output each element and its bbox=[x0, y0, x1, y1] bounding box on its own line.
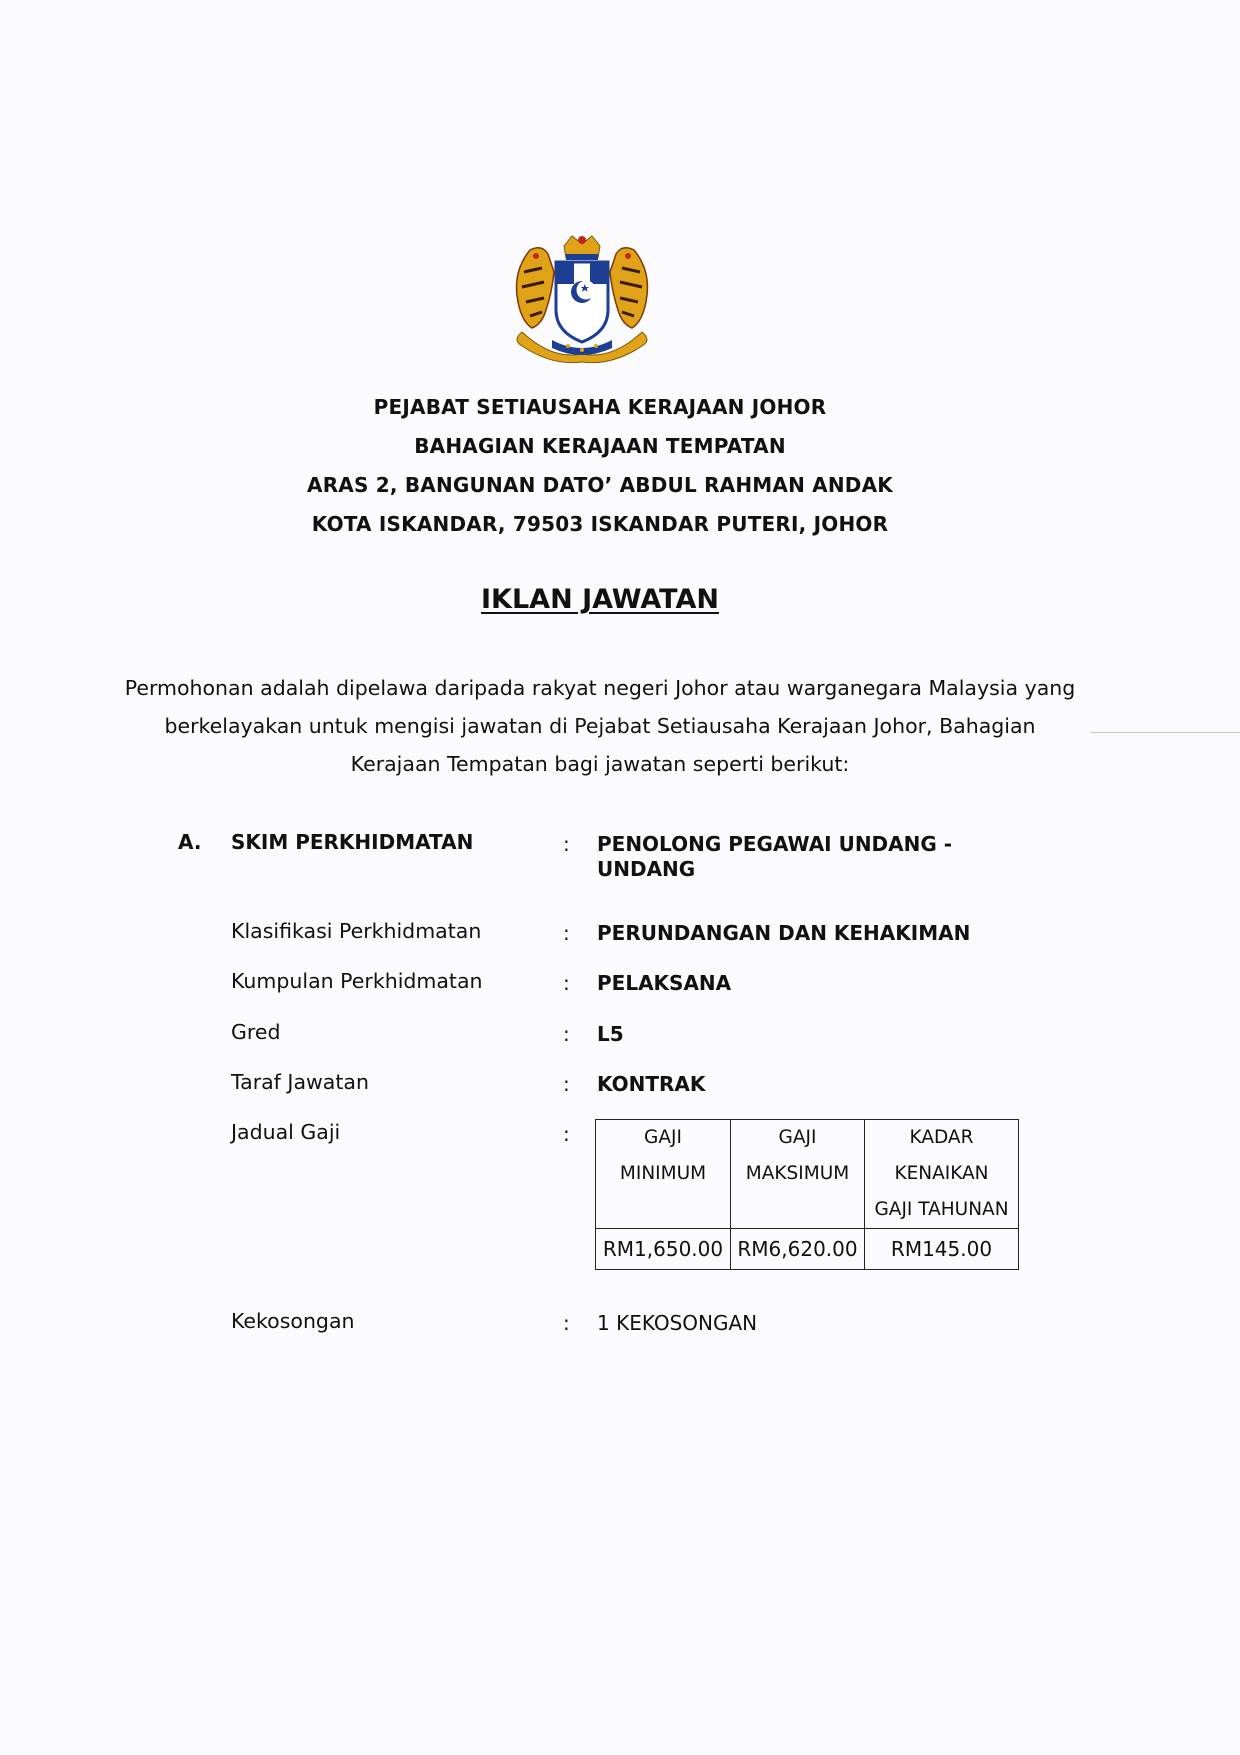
salary-increment-value: RM145.00 bbox=[865, 1229, 1019, 1270]
taraf-label: Taraf Jawatan bbox=[231, 1070, 369, 1094]
colon: : bbox=[563, 1072, 570, 1096]
colon: : bbox=[563, 832, 570, 856]
section-letter: A. bbox=[178, 830, 202, 854]
colon: : bbox=[563, 1122, 570, 1146]
colon: : bbox=[563, 1311, 570, 1335]
colon: : bbox=[563, 921, 570, 945]
colon: : bbox=[563, 1022, 570, 1046]
address-line-2: KOTA ISKANDAR, 79503 ISKANDAR PUTERI, JOHOR bbox=[311, 512, 889, 536]
taraf-value: KONTRAK bbox=[597, 1072, 706, 1096]
scan-artifact-line bbox=[1090, 732, 1240, 733]
intro-line-3: Kerajaan Tempatan bagi jawatan seperti berikut: bbox=[350, 752, 850, 776]
intro-line-2: berkelayakan untuk mengisi jawatan di Pejabat Setiausaha Kerajaan Johor, Bahagian bbox=[164, 714, 1036, 738]
salary-maximum-value: RM6,620.00 bbox=[731, 1229, 865, 1270]
skim-label: SKIM PERKHIDMATAN bbox=[231, 830, 474, 854]
intro-line-1: Permohonan adalah dipelawa daripada rakyat negeri Johor atau warganegara Malaysia yang bbox=[124, 676, 1076, 700]
skim-value-line-2: UNDANG bbox=[597, 857, 696, 881]
johor-coat-of-arms-icon bbox=[502, 232, 662, 367]
salary-table-values-row bbox=[596, 1229, 1019, 1270]
salary-minimum-value: RM1,650.00 bbox=[596, 1229, 731, 1270]
skim-value-line-1: PENOLONG PEGAWAI UNDANG - bbox=[597, 832, 953, 856]
kumpulan-label: Kumpulan Perkhidmatan bbox=[231, 969, 483, 993]
office-name: PEJABAT SETIAUSAHA KERAJAAN JOHOR bbox=[373, 395, 827, 419]
klasifikasi-label: Klasifikasi Perkhidmatan bbox=[231, 919, 482, 943]
salary-table bbox=[595, 1119, 1019, 1270]
salary-header-minimum: GAJI MINIMUM bbox=[596, 1120, 731, 1229]
salary-header-maximum: GAJI MAKSIMUM bbox=[731, 1120, 865, 1229]
jadual-gaji-label: Jadual Gaji bbox=[231, 1120, 341, 1144]
kekosongan-label: Kekosongan bbox=[231, 1309, 355, 1333]
gred-value: L5 bbox=[597, 1022, 624, 1046]
colon: : bbox=[563, 971, 570, 995]
kumpulan-value: PELAKSANA bbox=[597, 971, 732, 995]
salary-header-increment: KADAR KENAIKAN GAJI TAHUNAN bbox=[865, 1120, 1019, 1229]
klasifikasi-value: PERUNDANGAN DAN KEHAKIMAN bbox=[597, 921, 971, 945]
salary-table-header-row bbox=[596, 1120, 1019, 1229]
address-line-1: ARAS 2, BANGUNAN DATO’ ABDUL RAHMAN ANDAK bbox=[307, 473, 893, 497]
division-name: BAHAGIAN KERAJAAN TEMPATAN bbox=[414, 434, 786, 458]
document-title: IKLAN JAWATAN bbox=[481, 584, 719, 615]
kekosongan-value: 1 KEKOSONGAN bbox=[597, 1311, 758, 1335]
gred-label: Gred bbox=[231, 1020, 281, 1044]
